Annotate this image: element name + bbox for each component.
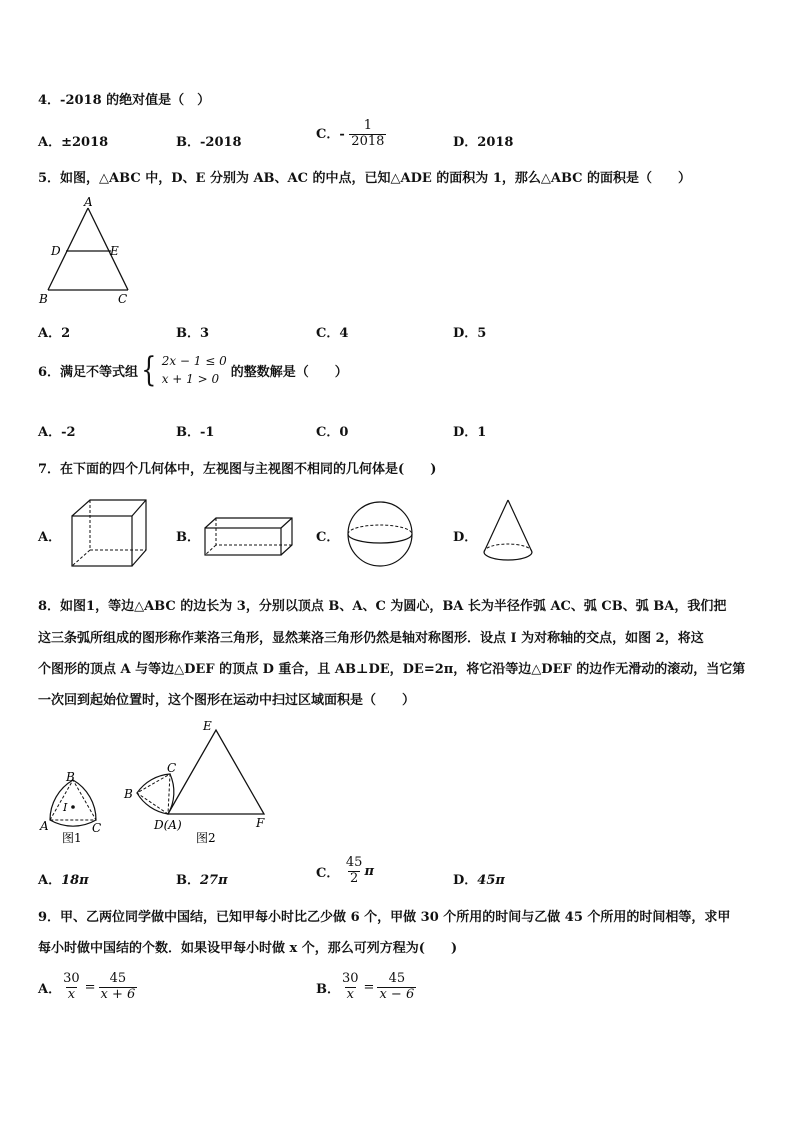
q6-option-a[interactable]: A．-2 (38, 425, 76, 440)
q7-option-d[interactable]: D． (453, 530, 478, 545)
q4-option-d[interactable]: D．2018 (453, 135, 514, 150)
fig2-label-f: F (256, 816, 265, 830)
sphere-figure (344, 498, 416, 570)
q5-option-c[interactable]: C．4 (316, 326, 349, 341)
figure-2 (123, 719, 265, 845)
fig2-caption: 图2 (196, 831, 216, 845)
q7-option-a[interactable]: A． (38, 530, 62, 545)
fig2-label-e: E (203, 719, 212, 733)
label-c: C (118, 292, 128, 306)
cube-figure (66, 496, 152, 570)
q8-line-4: 一次回到起始位置时，这个图形在运动中扫过区域面积是（ ） (38, 693, 416, 708)
q8-option-c[interactable]: C． $\frac{45}{2}$ π (316, 855, 374, 886)
q6-option-c[interactable]: C．0 (316, 425, 349, 440)
fig2-label-c: C (167, 761, 177, 775)
fraction: $\frac{1}{2018}$ (351, 118, 385, 149)
fraction: $\frac{45}{2}$ (345, 855, 363, 886)
q5-stem: 5．如图，△ABC 中，D、E 分别为 AB、AC 的中点，已知△ADE 的面积为 1，那么△ABC 的面积是（ ） (38, 171, 692, 186)
fraction-left: $\frac{30}{x}$ (63, 971, 80, 1002)
q9-line-2: 每小时做中国结的个数．如果设甲每小时做 x 个，那么可列方程为( ) (38, 941, 458, 956)
q4-option-a[interactable]: A．±2018 (38, 135, 109, 150)
q6-stem: 6．满足不等式组 { 2x − 1 ≤ 0 x + 1 > 0 的整数解是（ ） (38, 350, 348, 390)
q8-line-2: 这三条弧所组成的图形称作莱洛三角形，显然莱洛三角形仍然是轴对称图形．设点 I 为对称轴的交点，如图 2，将这 (38, 631, 704, 646)
fraction-right: $\frac{45}{x + 6}$ (100, 971, 136, 1002)
label-a: A (84, 195, 93, 209)
q8-line-3: 个图形的顶点 A 与等边△DEF 的顶点 D 重合，且 AB⊥DE，DE=2π，将它沿等边△DEF 的边作无滑动的滚动，当它第 (38, 662, 746, 677)
q7-stem: 7．在下面的四个几何体中，左视图与主视图不相同的几何体是( ) (38, 462, 437, 477)
q4-option-c[interactable]: C．- $\frac{1}{2018}$ (316, 118, 385, 149)
q4-option-b[interactable]: B．-2018 (176, 135, 242, 150)
cone-figure (480, 496, 536, 566)
fig1-label-c: C (92, 821, 102, 835)
triangle-abc-figure (36, 194, 142, 306)
fig1-label-b: B (66, 770, 75, 784)
fraction-right: $\frac{45}{x - 6}$ (379, 971, 415, 1002)
q7-option-b[interactable]: B． (176, 530, 200, 545)
figure-1 (39, 770, 101, 845)
fig1-caption: 图1 (62, 831, 82, 845)
q9-option-a[interactable]: A． $\frac{30}{x}$ = $\frac{45}{x + 6}$ (38, 971, 136, 1002)
fig2-label-b: B (124, 787, 133, 801)
label-b: B (39, 292, 48, 306)
label-d: D (51, 244, 61, 258)
fig1-label-a: A (40, 819, 49, 833)
q9-option-b[interactable]: B． $\frac{30}{x}$ = $\frac{45}{x - 6}$ (316, 971, 415, 1002)
cuboid-figure (202, 514, 298, 558)
q8-option-a[interactable]: A．18π (38, 873, 89, 888)
q6-option-d[interactable]: D．1 (453, 425, 487, 440)
fraction-left: $\frac{30}{x}$ (342, 971, 359, 1002)
q5-option-b[interactable]: B．3 (176, 326, 210, 341)
q8-option-b[interactable]: B．27π (176, 873, 228, 888)
q9-line-1: 9．甲、乙两位同学做中国结，已知甲每小时比乙少做 6 个，甲做 30 个所用的时间与乙做 45 个所用的时间相等，求甲 (38, 910, 731, 925)
q7-option-c[interactable]: C． (316, 530, 340, 545)
inequality-system: { 2x − 1 ≤ 0 x + 1 > 0 (141, 350, 227, 390)
side-ac (88, 208, 128, 290)
q6-option-b[interactable]: B．-1 (176, 425, 215, 440)
q5-option-d[interactable]: D．5 (453, 326, 487, 341)
label-e: E (110, 244, 119, 258)
q8-line-1: 8．如图1，等边△ABC 的边长为 3，分别以顶点 B、A、C 为圆心，BA 长为半径作弧 AC、弧 CB、弧 BA，我们把 (38, 599, 727, 614)
q5-option-a[interactable]: A．2 (38, 326, 71, 341)
q8-option-d[interactable]: D．45π (453, 873, 505, 888)
fig2-label-da: D(A) (154, 818, 182, 832)
q4-stem: 4．-2018 的绝对值是（ ） (38, 93, 211, 108)
fig1-label-i: I (63, 801, 68, 814)
reuleaux-figures (36, 716, 272, 850)
